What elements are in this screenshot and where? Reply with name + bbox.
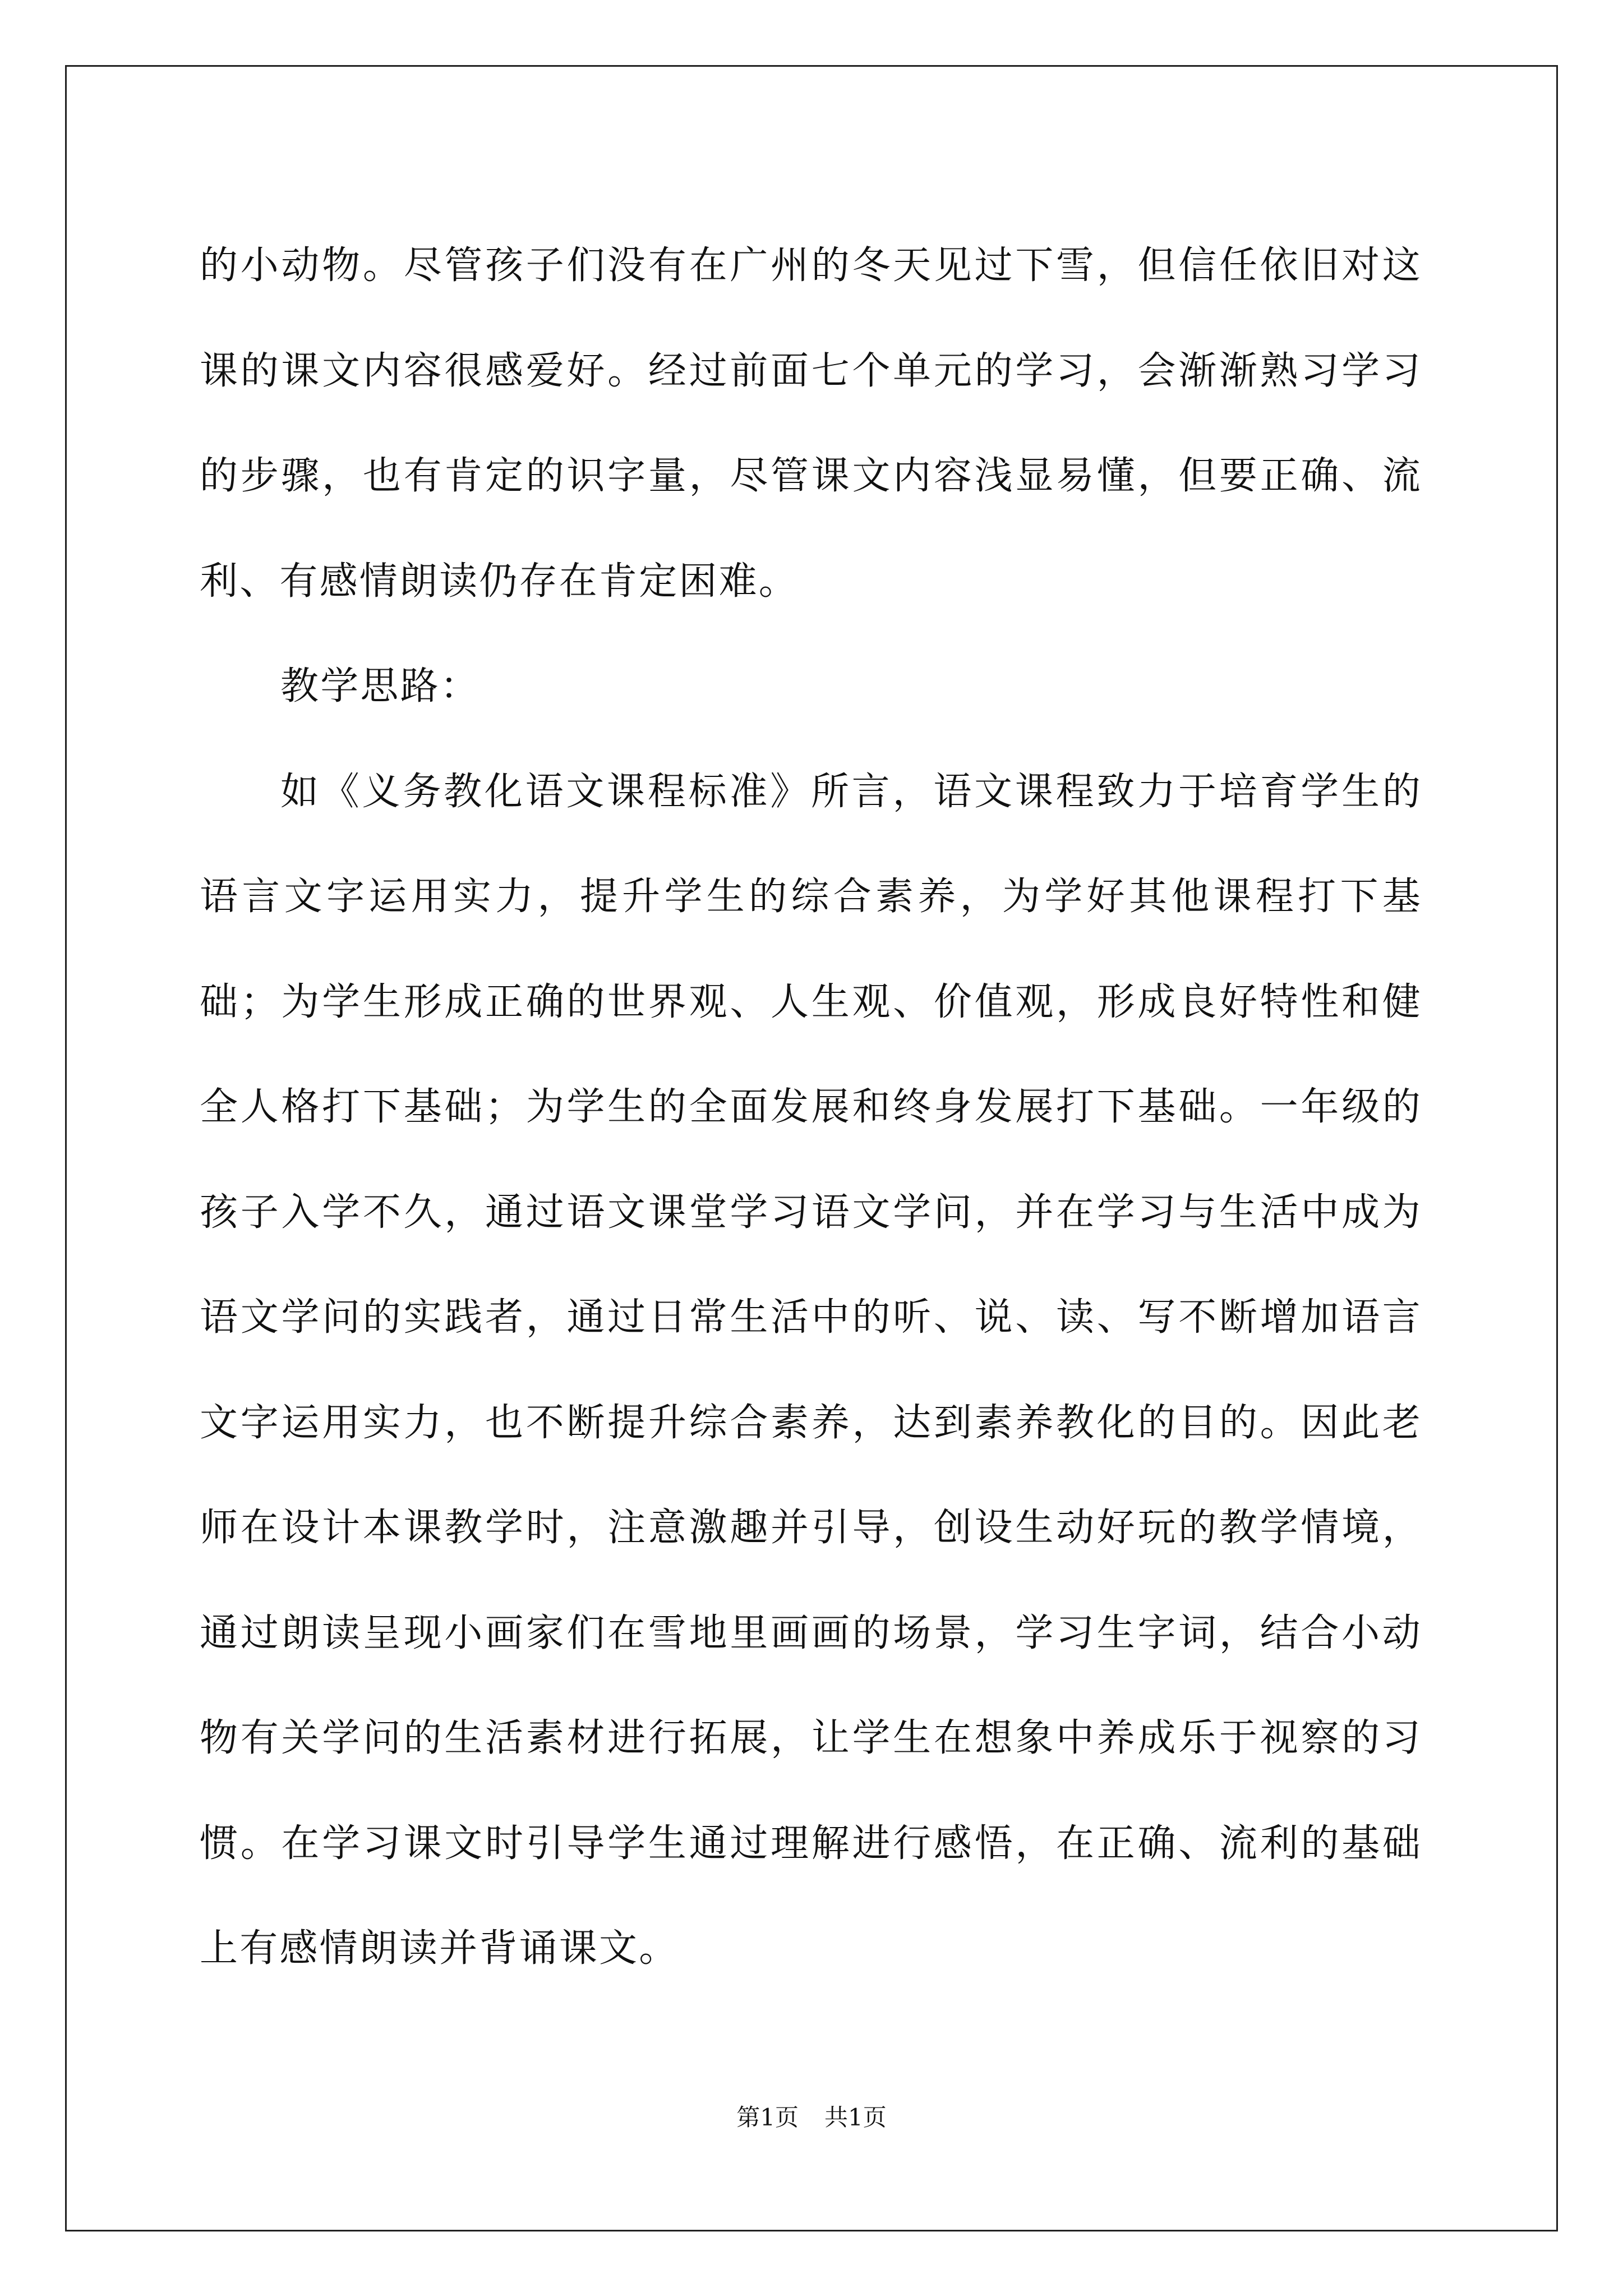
document-body <box>200 213 1422 2001</box>
page-number-total: 共1页 <box>824 2104 887 2131</box>
page-number-current: 第1页 <box>736 2104 799 2131</box>
paragraph-teaching-approach: 如《义务教化语文课程标准》所言，语文课程致力于培育学生的语言文字运用实力，提升学生的综合素养，为学好其他课程打下基础；为学生形成正确的世界观、人生观、价值观，形成良好特性和健全人格打下基础；为学生的全面发展和终身发展打下基础。一年级的孩子入学不久，通过语文课堂学习语文学问，并在学习与生活中成为语文学问的实践者，通过日常生活中的听、说、读、写不断增加语言文字运用实力，也不断提升综合素养，达到素养教化的目的。因此老师在设计本课教学时，注意激趣并引导，创设生动好玩的教学情境，通过朗读呈现小画家们在雪地里画画的场景，学习生字词，结合小动物有关学问的生活素材进行拓展，让学生在想象中养成乐于视察的习惯。在学习课文时引导学生通过理解进行感悟，在正确、流利的基础上有感情朗读并背诵课文。 <box>200 769 1422 1971</box>
section-heading-teaching-approach: 教学思路： <box>280 664 481 708</box>
paragraph-continued: 的小动物。尽管孩子们没有在广州的冬天见过下雪，但信任依旧对这课的课文内容很感爱好。经过前面七个单元的学习，会渐渐熟习学习的步骤，也有肯定的识字量，尽管课文内容浅显易懂，但要正确、流利、有感情朗读仍存在肯定困难。 <box>200 243 1422 604</box>
page-footer <box>0 2101 1623 2134</box>
